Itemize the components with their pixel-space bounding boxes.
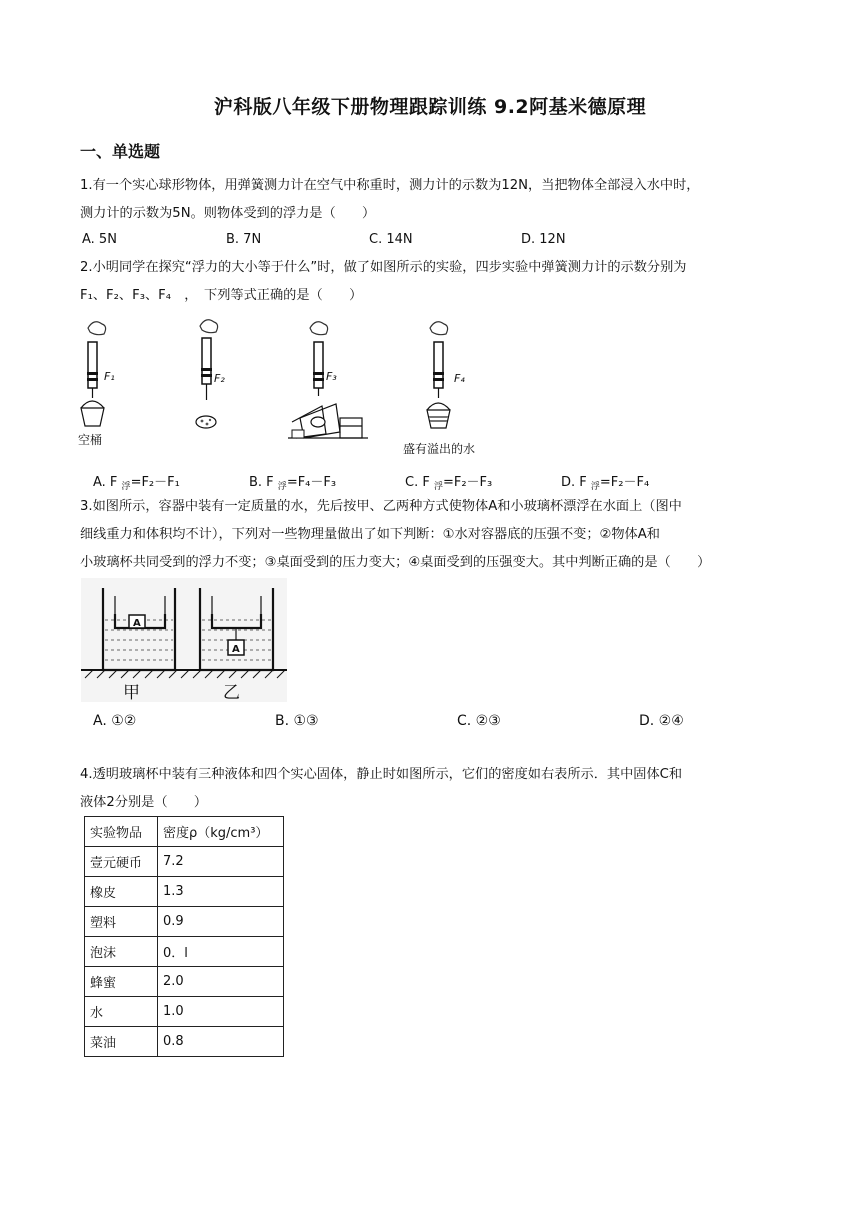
object-a-label-right: A bbox=[232, 644, 240, 655]
table-row bbox=[85, 847, 284, 877]
overflow-water-label: 盛有溢出的水 bbox=[403, 442, 476, 456]
question-1-option-a[interactable]: A. 5N bbox=[82, 232, 117, 247]
question-2-line-2: F₁、F₂、F₃、F₄ ， 下列等式正确的是（ ） bbox=[80, 288, 363, 303]
empty-bucket-label: 空桶 bbox=[78, 433, 103, 447]
density-table bbox=[84, 816, 284, 1057]
table-cell: 7.2 bbox=[158, 847, 284, 877]
question-3-line-3: 小玻璃杯共同受到的浮力不变；③桌面受到的压力变大；④桌面受到的压强变大。其中判断正确的是（ ） bbox=[80, 555, 711, 570]
table-row bbox=[85, 1027, 284, 1057]
floating-cup-figure bbox=[81, 578, 287, 702]
svg-text:F₄: F₄ bbox=[454, 372, 465, 385]
question-3-option-b[interactable]: B. ①③ bbox=[275, 713, 319, 729]
table-cell: 1.3 bbox=[158, 877, 284, 907]
table-cell: 0．l bbox=[158, 937, 284, 967]
table-cell: 水 bbox=[85, 997, 158, 1027]
question-2-option-d[interactable]: D. F $_浮$=F₂－F₄ bbox=[561, 475, 650, 492]
question-3-line-2: 细线重力和体积均不计），下列对一些物理量做出了如下判断：①水对容器底的压强不变；②物体A和 bbox=[80, 527, 660, 542]
section-heading: 一、单选题 bbox=[80, 142, 161, 161]
table-cell: 0.8 bbox=[158, 1027, 284, 1057]
question-3-text bbox=[80, 493, 800, 577]
table-cell: 菜油 bbox=[85, 1027, 158, 1057]
table-cell: 2.0 bbox=[158, 967, 284, 997]
table-header-cell: 密度ρ（kg/cm³） bbox=[158, 817, 284, 847]
table-cell: 0.9 bbox=[158, 907, 284, 937]
page-title: 沪科版八年级下册物理跟踪训练 9.2阿基米德原理 bbox=[213, 96, 647, 118]
figure-jia-label: 甲 bbox=[123, 683, 140, 702]
svg-text:F₃: F₃ bbox=[326, 370, 337, 383]
table-row bbox=[85, 937, 284, 967]
table-row bbox=[85, 907, 284, 937]
table-cell: 橡皮 bbox=[85, 877, 158, 907]
question-3-option-c[interactable]: C. ②③ bbox=[457, 713, 501, 729]
question-3-option-a[interactable]: A. ①② bbox=[93, 713, 137, 729]
table-row bbox=[85, 967, 284, 997]
table-cell: 泡沫 bbox=[85, 937, 158, 967]
svg-text:F₁: F₁ bbox=[104, 370, 115, 383]
question-2-line-1: 2.小明同学在探究“浮力的大小等于什么”时，做了如图所示的实验，四步实验中弹簧测力计的示数分别为 bbox=[80, 260, 687, 275]
table-cell: 塑料 bbox=[85, 907, 158, 937]
question-1-line-1: 1.有一个实心球形物体，用弹簧测力计在空气中称重时，测力计的示数为12N，当把物体全部浸入水中时， bbox=[80, 178, 700, 193]
table-row bbox=[85, 877, 284, 907]
table-cell: 壹元硬币 bbox=[85, 847, 158, 877]
question-3-line-1: 3.如图所示，容器中装有一定质量的水，先后按甲、乙两种方式使物体A和小玻璃杯漂浮在水面上（图中 bbox=[80, 499, 682, 514]
question-2-option-b[interactable]: B. F $_浮$=F₄－F₃ bbox=[249, 475, 337, 492]
table-header-cell: 实验物品 bbox=[85, 817, 158, 847]
question-3-option-d[interactable]: D. ②④ bbox=[639, 713, 684, 729]
question-1-text bbox=[80, 172, 800, 228]
question-2-option-a[interactable]: A. F $_浮$=F₂－F₁ bbox=[93, 475, 180, 492]
spring-scale-experiment-figure bbox=[78, 314, 498, 462]
question-4-text bbox=[80, 761, 800, 817]
figure-yi-label: 乙 bbox=[223, 683, 240, 702]
table-row bbox=[85, 997, 284, 1027]
svg-text:F₂: F₂ bbox=[214, 372, 225, 385]
question-1-option-d[interactable]: D. 12N bbox=[521, 232, 566, 247]
question-2-option-c[interactable]: C. F $_浮$=F₂－F₃ bbox=[405, 475, 493, 492]
table-cell: 1.0 bbox=[158, 997, 284, 1027]
question-1-option-c[interactable]: C. 14N bbox=[369, 232, 413, 247]
table-header-row bbox=[85, 817, 284, 847]
question-2-text bbox=[80, 254, 800, 310]
question-1-option-b[interactable]: B. 7N bbox=[226, 232, 262, 247]
table-cell: 蜂蜜 bbox=[85, 967, 158, 997]
question-4-line-1: 4.透明玻璃杯中装有三种液体和四个实心固体，静止时如图所示，它们的密度如右表所示．其中固体C和 bbox=[80, 767, 683, 782]
object-a-label-left: A bbox=[133, 618, 141, 629]
question-4-line-2: 液体2分别是（ ） bbox=[80, 795, 208, 810]
question-1-line-2: 测力计的示数为5N。则物体受到的浮力是（ ） bbox=[80, 206, 376, 221]
